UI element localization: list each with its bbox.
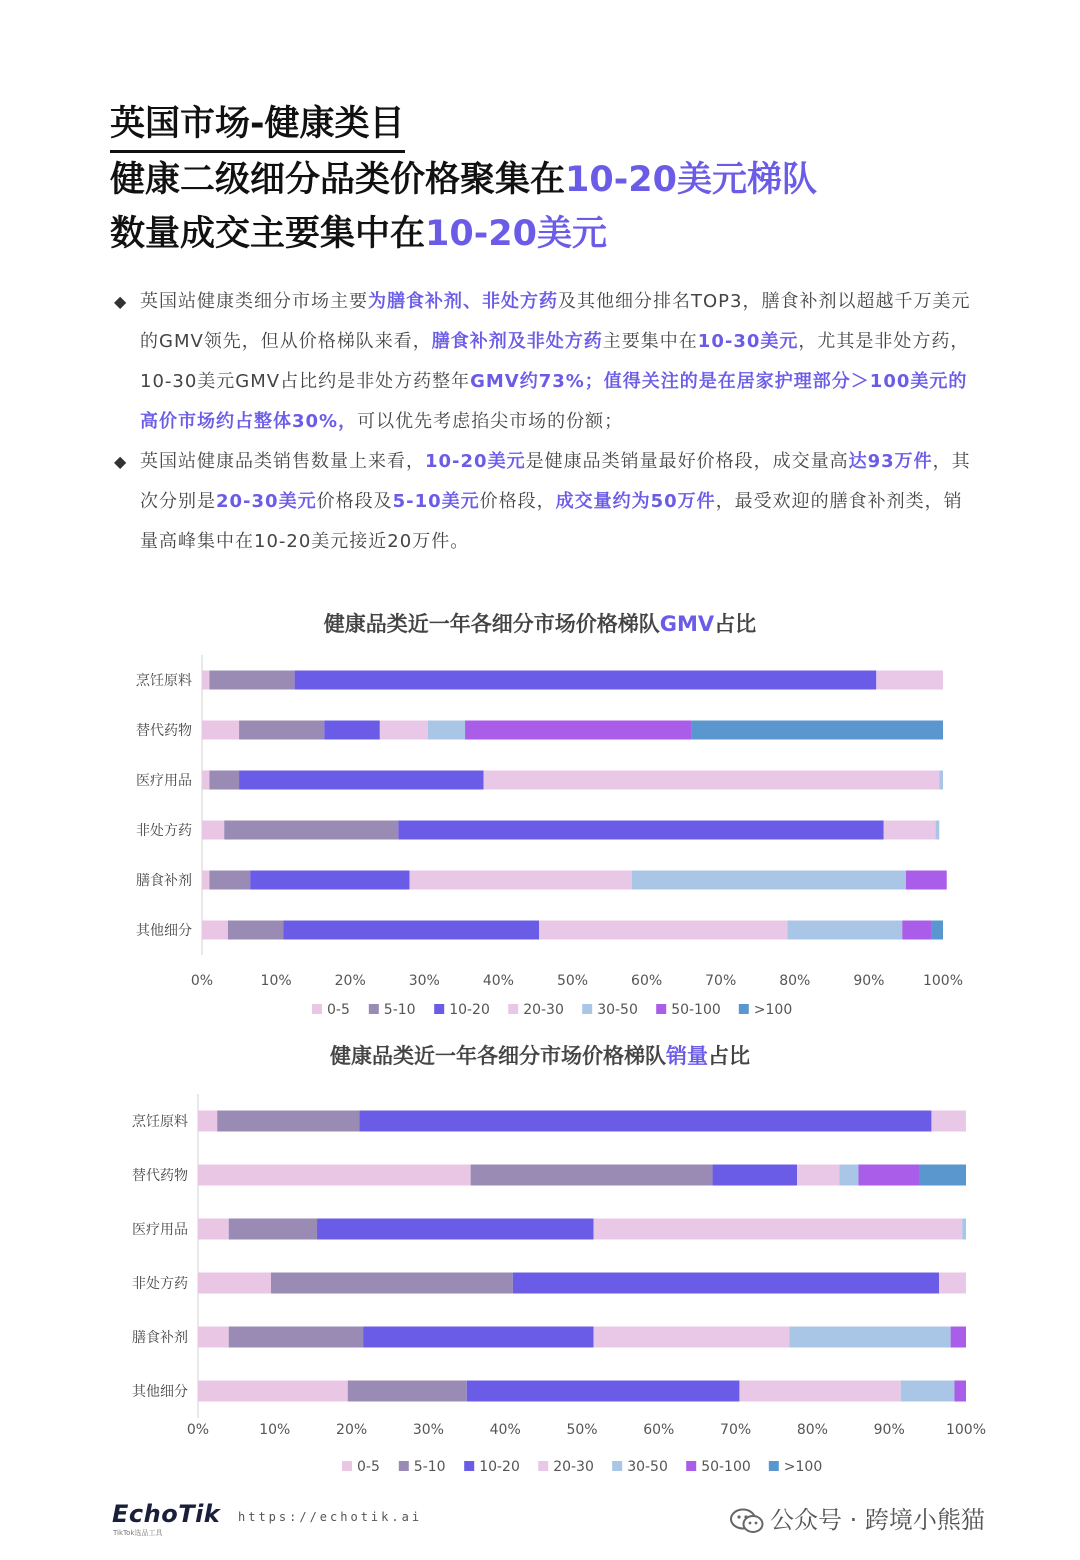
bar-segment-0-5 [202, 721, 239, 740]
bullet-highlight: 达93万件 [848, 451, 933, 472]
bar-segment-10-20 [317, 1219, 593, 1240]
bar-segment-50-100 [951, 1327, 966, 1348]
x-tick-label: 30% [412, 1422, 444, 1438]
bar-segment-20-30 [931, 1111, 966, 1132]
legend-swatch [464, 1461, 474, 1471]
bar-segment-20-30 [884, 821, 936, 840]
bar-segment-5-10 [228, 921, 284, 940]
bar-segment-10-20 [295, 671, 877, 690]
bar-segment-10-20 [363, 1327, 593, 1348]
legend-swatch [538, 1461, 548, 1471]
bar-segment-30-50 [789, 1327, 950, 1348]
legend-label: 50-100 [671, 1002, 721, 1018]
bar-segment-0-5 [202, 871, 209, 890]
category-label: 替代药物 [136, 723, 192, 739]
bar-segment-30-50 [632, 871, 906, 890]
legend-swatch [769, 1461, 779, 1471]
bullet-text [140, 291, 970, 432]
x-tick-label: 90% [853, 973, 885, 989]
bar-segment-20-30 [876, 671, 943, 690]
bullet-segment: 是健康品类销量最好价格段，成交量高 [525, 451, 849, 472]
bar-segment-5-10 [224, 821, 398, 840]
legend-label: 50-100 [701, 1459, 751, 1475]
legend-label: >100 [753, 1002, 793, 1018]
page-header [110, 100, 1010, 261]
bar-segment->100 [691, 721, 943, 740]
legend-label: 5-10 [383, 1002, 416, 1018]
echotik-logo: EchoTik [112, 1500, 221, 1528]
bar-segment-20-30 [939, 1273, 966, 1294]
headline-price-highlight: 10-20美元梯队 [565, 160, 817, 200]
headline-volume-prefix: 数量成交主要集中在 [110, 214, 426, 254]
legend-swatch [434, 1004, 444, 1014]
bullet-item-gmv [112, 282, 972, 442]
legend-label: 10-20 [479, 1459, 520, 1475]
bar-segment->100 [920, 1165, 966, 1186]
bullet-segment: ，其次分别是 [140, 451, 971, 512]
bar-segment-30-50 [839, 1165, 858, 1186]
bar-segment-30-50 [962, 1219, 966, 1240]
bar-segment-20-30 [484, 771, 940, 790]
legend-label: 20-30 [523, 1002, 564, 1018]
bullet-highlight: GMV约73%；值得关注的是在居家护理部分＞100美元的高价市场约占整体30%， [140, 371, 968, 432]
category-label: 医疗用品 [132, 1222, 188, 1238]
headline-volume [110, 207, 1010, 261]
bar-segment-0-5 [198, 1381, 348, 1402]
legend-swatch [582, 1004, 592, 1014]
x-tick-label: 100% [945, 1422, 987, 1438]
bullet-highlight: 为膳食补剂、非处方药 [368, 291, 558, 312]
legend-label: 0-5 [357, 1459, 380, 1475]
bar-segment-0-5 [198, 1219, 229, 1240]
footer [0, 1490, 1080, 1550]
bar-segment-5-10 [209, 771, 239, 790]
page-title: 英国市场-健康类目 [110, 100, 405, 153]
headline-price [110, 153, 1010, 207]
chart-title-volume [0, 1040, 1080, 1070]
bar-segment-20-30 [380, 721, 428, 740]
bar-segment-5-10 [348, 1381, 467, 1402]
x-tick-label: 10% [259, 1422, 291, 1438]
bar-segment-50-100 [858, 1165, 919, 1186]
bar-segment->100 [932, 921, 943, 940]
bar-segment-50-100 [465, 721, 691, 740]
legend-label: 0-5 [327, 1002, 350, 1018]
x-tick-label: 30% [408, 973, 440, 989]
bullet-highlight: 膳食补剂及非处方药 [431, 331, 603, 352]
bullet-text [140, 451, 971, 552]
bar-segment-5-10 [271, 1273, 513, 1294]
x-tick-label: 20% [334, 973, 366, 989]
bullet-highlight: 20-30美元 [216, 491, 317, 512]
bar-segment-0-5 [198, 1327, 229, 1348]
legend-label: 30-50 [627, 1459, 668, 1475]
category-label: 非处方药 [136, 823, 192, 839]
bar-segment-30-50 [787, 921, 902, 940]
logo-subtitle: TikTok选品工具 [113, 1529, 163, 1537]
chart-title-suffix: 占比 [708, 1044, 750, 1068]
bar-segment-5-10 [239, 721, 324, 740]
bar-segment-5-10 [229, 1219, 317, 1240]
legend-swatch [312, 1004, 322, 1014]
bar-segment-20-30 [797, 1165, 839, 1186]
bar-segment-30-50 [901, 1381, 955, 1402]
bullet-segment: 英国站健康品类销售数量上来看， [140, 451, 425, 472]
x-tick-label: 100% [922, 973, 964, 989]
bullet-segment: ，最受欢迎的膳食补剂类，销量高峰集中在10-20美元接近20万件。 [140, 491, 963, 552]
bullet-segment: 价格段， [479, 491, 556, 512]
legend-swatch [342, 1461, 352, 1471]
legend-swatch [656, 1004, 666, 1014]
legend-label: >100 [783, 1459, 823, 1475]
bar-segment-20-30 [739, 1381, 900, 1402]
bar-segment-10-20 [513, 1273, 939, 1294]
bar-segment-50-100 [906, 871, 947, 890]
bar-segment-30-50 [428, 721, 465, 740]
bar-segment-10-20 [324, 721, 380, 740]
bar-segment-5-10 [217, 1111, 359, 1132]
bullet-segment: 英国站健康类细分市场主要 [140, 291, 368, 312]
bar-segment-20-30 [409, 871, 631, 890]
bar-segment-10-20 [359, 1111, 931, 1132]
bar-segment-30-50 [936, 821, 940, 840]
wechat-account [730, 1500, 985, 1535]
category-label: 其他细分 [136, 923, 192, 939]
category-label: 其他细分 [132, 1384, 188, 1400]
legend-swatch [686, 1461, 696, 1471]
legend-label: 30-50 [597, 1002, 638, 1018]
x-tick-label: 80% [796, 1422, 828, 1438]
bullet-highlight: 10-20美元 [425, 451, 526, 472]
x-tick-label: 0% [190, 973, 214, 989]
x-tick-label: 50% [566, 1422, 598, 1438]
chart-title-gmv [0, 608, 1080, 638]
x-tick-label: 0% [186, 1422, 210, 1438]
chart-title-highlight: 销量 [666, 1044, 708, 1068]
category-label: 医疗用品 [136, 773, 192, 789]
bar-segment-5-10 [209, 871, 250, 890]
x-tick-label: 40% [482, 973, 514, 989]
legend-swatch [612, 1461, 622, 1471]
chart-title-prefix: 健康品类近一年各细分市场价格梯队 [330, 1044, 666, 1068]
bar-segment-10-20 [284, 921, 540, 940]
x-tick-label: 60% [643, 1422, 675, 1438]
bar-segment-0-5 [202, 771, 209, 790]
legend-label: 20-30 [553, 1459, 594, 1475]
category-label: 膳食补剂 [132, 1330, 188, 1346]
bar-segment-30-50 [939, 771, 943, 790]
bar-segment-10-20 [239, 771, 484, 790]
bar-segment-5-10 [209, 671, 294, 690]
headline-price-prefix: 健康二级细分品类价格聚集在 [110, 160, 566, 200]
bullet-segment: 主要集中在 [602, 331, 698, 352]
legend-swatch [369, 1004, 379, 1014]
bar-segment-0-5 [198, 1273, 271, 1294]
bar-segment-50-100 [954, 1381, 966, 1402]
x-tick-label: 80% [779, 973, 811, 989]
x-tick-label: 90% [873, 1422, 905, 1438]
legend-label: 5-10 [413, 1459, 446, 1475]
legend-swatch [508, 1004, 518, 1014]
chart-title-highlight: GMV [659, 612, 715, 636]
wechat-icon [730, 1508, 764, 1534]
wechat-account-name: 公众号 · 跨境小熊猫 [770, 1506, 985, 1534]
diamond-bullet-icon: ◆ [114, 452, 128, 471]
x-tick-label: 40% [489, 1422, 521, 1438]
chart-title-suffix: 占比 [714, 612, 757, 636]
bar-segment-20-30 [539, 921, 787, 940]
legend-label: 10-20 [449, 1002, 490, 1018]
bullet-highlight: 10-30美元 [697, 331, 799, 352]
bar-segment-20-30 [594, 1219, 963, 1240]
bullet-segment: 价格段及 [316, 491, 393, 512]
bullet-segment: 及其他细分排名TOP3，膳食补剂以超越千万美元的GMV领先，但从价格梯队来看， [140, 291, 971, 352]
bullet-segment: ，尤其是非处方药，10-30美元GMV占比约是非处方药整年 [140, 331, 970, 392]
category-label: 非处方药 [132, 1276, 188, 1292]
bullet-item-volume [112, 442, 972, 562]
category-label: 烹饪原料 [132, 1114, 188, 1130]
category-label: 替代药物 [132, 1168, 188, 1184]
chart-title-prefix: 健康品类近一年各细分市场价格梯队 [323, 612, 660, 636]
diamond-bullet-icon: ◆ [114, 292, 128, 311]
bar-segment-10-20 [398, 821, 883, 840]
bar-segment-10-20 [713, 1165, 797, 1186]
category-label: 烹饪原料 [136, 673, 192, 689]
bar-segment-10-20 [250, 871, 409, 890]
bar-segment-0-5 [202, 671, 209, 690]
bar-segment-10-20 [467, 1381, 740, 1402]
gmv-stacked-bar-chart [0, 640, 1080, 1035]
bar-segment-5-10 [471, 1165, 713, 1186]
bar-segment-0-5 [202, 921, 228, 940]
bar-segment-5-10 [229, 1327, 363, 1348]
footer-url[interactable]: https://echotik.ai [238, 1510, 423, 1524]
x-tick-label: 70% [705, 973, 737, 989]
x-tick-label: 60% [631, 973, 663, 989]
x-tick-label: 10% [260, 973, 292, 989]
legend-swatch [399, 1461, 409, 1471]
bullet-highlight: 成交量约为50万件 [555, 491, 716, 512]
x-tick-label: 50% [556, 973, 589, 989]
legend-swatch [739, 1004, 749, 1014]
headline-volume-highlight: 10-20美元 [425, 214, 607, 254]
bar-segment-0-5 [202, 821, 224, 840]
x-tick-label: 20% [336, 1422, 368, 1438]
bar-segment-20-30 [594, 1327, 790, 1348]
volume-stacked-bar-chart [0, 1072, 1080, 1490]
category-label: 膳食补剂 [136, 873, 192, 889]
bullet-list [112, 282, 972, 562]
bullet-highlight: 5-10美元 [392, 491, 480, 512]
bar-segment-50-100 [902, 921, 932, 940]
bullet-segment: 可以优先考虑掐尖市场的份额； [357, 411, 624, 432]
x-tick-label: 70% [720, 1422, 752, 1438]
bar-segment-0-5 [198, 1165, 471, 1186]
bar-segment-0-5 [198, 1111, 217, 1132]
